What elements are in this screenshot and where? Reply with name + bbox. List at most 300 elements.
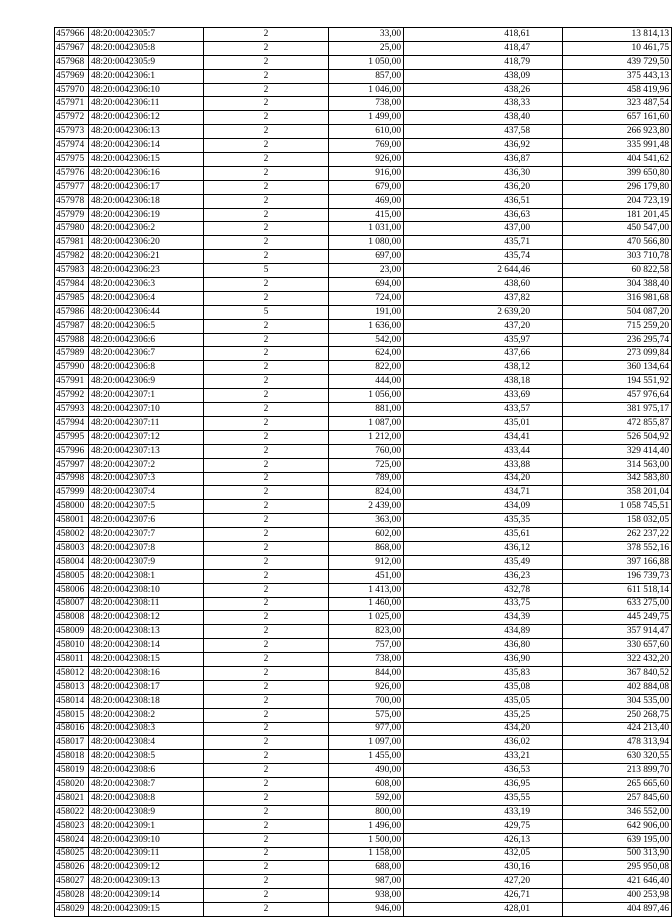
area-cell: 542,00 [329,333,404,347]
row-number-cell: 457987 [55,319,89,333]
area-cell: 624,00 [329,347,404,361]
row-number-cell: 457966 [55,28,89,42]
area-cell: 844,00 [329,666,404,680]
row-number-cell: 458021 [55,791,89,805]
specific-value-cell: 435,61 [404,528,563,542]
table-row [55,347,672,361]
cadastral-number-cell: 48:20:0042309:1 [89,819,204,833]
specific-value-cell: 435,01 [404,416,563,430]
area-cell: 824,00 [329,486,404,500]
table-row [55,319,672,333]
cadastral-number-cell: 48:20:0042307:10 [89,403,204,417]
specific-value-cell: 432,05 [404,847,563,861]
table-row [55,97,672,111]
cadastral-value-cell: 421 646,40 [563,875,672,889]
cadastral-number-cell: 48:20:0042308:15 [89,653,204,667]
specific-value-cell: 437,00 [404,222,563,236]
cadastral-number-cell: 48:20:0042307:8 [89,541,204,555]
cadastral-value-cell: 295 950,08 [563,861,672,875]
row-number-cell: 458011 [55,653,89,667]
table-row [55,597,672,611]
group-cell: 2 [204,555,329,569]
group-cell: 2 [204,611,329,625]
area-cell: 688,00 [329,861,404,875]
area-cell: 694,00 [329,278,404,292]
group-cell: 2 [204,541,329,555]
cadastral-value-cell: 399 650,80 [563,166,672,180]
table-row [55,625,672,639]
specific-value-cell: 435,25 [404,708,563,722]
cadastral-number-cell: 48:20:0042306:3 [89,278,204,292]
area-cell: 33,00 [329,28,404,42]
group-cell: 2 [204,250,329,264]
cadastral-number-cell: 48:20:0042308:13 [89,625,204,639]
group-cell: 2 [204,319,329,333]
row-number-cell: 458003 [55,541,89,555]
group-cell: 2 [204,97,329,111]
specific-value-cell: 430,16 [404,861,563,875]
row-number-cell: 458027 [55,875,89,889]
cadastral-number-cell: 48:20:0042308:5 [89,750,204,764]
cadastral-number-cell: 48:20:0042308:2 [89,708,204,722]
row-number-cell: 457975 [55,153,89,167]
group-cell: 2 [204,389,329,403]
area-cell: 1 455,00 [329,750,404,764]
area-cell: 926,00 [329,153,404,167]
cadastral-number-cell: 48:20:0042308:3 [89,722,204,736]
specific-value-cell: 436,20 [404,180,563,194]
area-cell: 724,00 [329,291,404,305]
area-cell: 1 636,00 [329,319,404,333]
cadastral-number-cell: 48:20:0042307:5 [89,500,204,514]
cadastral-number-cell: 48:20:0042306:23 [89,264,204,278]
specific-value-cell: 438,33 [404,97,563,111]
row-number-cell: 458018 [55,750,89,764]
table-row [55,750,672,764]
table-row [55,764,672,778]
table-row [55,333,672,347]
cadastral-value-cell: 404 541,62 [563,153,672,167]
group-cell: 2 [204,55,329,69]
specific-value-cell: 435,49 [404,555,563,569]
row-number-cell: 457968 [55,55,89,69]
table-row [55,722,672,736]
area-cell: 1 460,00 [329,597,404,611]
specific-value-cell: 434,39 [404,611,563,625]
table-row [55,639,672,653]
group-cell: 2 [204,278,329,292]
row-number-cell: 458001 [55,514,89,528]
specific-value-cell: 436,30 [404,166,563,180]
row-number-cell: 458029 [55,903,89,917]
cadastral-number-cell: 48:20:0042306:21 [89,250,204,264]
cadastral-value-cell: 296 179,80 [563,180,672,194]
specific-value-cell: 438,26 [404,83,563,97]
row-number-cell: 457992 [55,389,89,403]
table-row [55,153,672,167]
area-cell: 738,00 [329,97,404,111]
table-row [55,139,672,153]
cadastral-value-cell: 304 535,00 [563,694,672,708]
table-row [55,208,672,222]
row-number-cell: 457984 [55,278,89,292]
cadastral-value-cell: 397 166,88 [563,555,672,569]
cadastral-number-cell: 48:20:0042309:13 [89,875,204,889]
cadastral-value-cell: 304 388,40 [563,278,672,292]
area-cell: 191,00 [329,305,404,319]
specific-value-cell: 436,51 [404,194,563,208]
table-row [55,430,672,444]
cadastral-value-cell: 611 518,14 [563,583,672,597]
cadastral-number-cell: 48:20:0042308:9 [89,805,204,819]
group-cell: 2 [204,694,329,708]
group-cell: 2 [204,361,329,375]
group-cell: 2 [204,139,329,153]
row-number-cell: 458014 [55,694,89,708]
area-cell: 1 050,00 [329,55,404,69]
area-cell: 1 499,00 [329,111,404,125]
cadastral-number-cell: 48:20:0042307:3 [89,472,204,486]
cadastral-value-cell: 330 657,60 [563,639,672,653]
specific-value-cell: 433,88 [404,458,563,472]
group-cell: 2 [204,847,329,861]
table-row [55,875,672,889]
cadastral-number-cell: 48:20:0042307:6 [89,514,204,528]
cadastral-value-cell: 342 583,80 [563,472,672,486]
specific-value-cell: 437,20 [404,319,563,333]
area-cell: 1 025,00 [329,611,404,625]
group-cell: 2 [204,750,329,764]
specific-value-cell: 427,20 [404,875,563,889]
cadastral-number-cell: 48:20:0042307:7 [89,528,204,542]
cadastral-value-cell: 357 914,47 [563,625,672,639]
specific-value-cell: 434,20 [404,722,563,736]
cadastral-value-cell: 314 563,00 [563,458,672,472]
table-row [55,403,672,417]
row-number-cell: 457986 [55,305,89,319]
area-cell: 23,00 [329,264,404,278]
group-cell: 2 [204,222,329,236]
cadastral-number-cell: 48:20:0042308:17 [89,680,204,694]
table-row [55,111,672,125]
table-row [55,541,672,555]
row-number-cell: 458000 [55,500,89,514]
cadastral-number-cell: 48:20:0042308:10 [89,583,204,597]
row-number-cell: 457991 [55,375,89,389]
cadastral-number-cell: 48:20:0042306:7 [89,347,204,361]
table-row [55,666,672,680]
group-cell: 2 [204,736,329,750]
cadastral-value-cell: 60 822,58 [563,264,672,278]
cadastral-value-cell: 329 414,40 [563,444,672,458]
group-cell: 2 [204,125,329,139]
cadastral-value-cell: 360 134,64 [563,361,672,375]
cadastral-value-cell: 404 897,46 [563,903,672,917]
group-cell: 5 [204,264,329,278]
group-cell: 2 [204,597,329,611]
cadastral-value-table [54,27,672,917]
group-cell: 2 [204,28,329,42]
row-number-cell: 457972 [55,111,89,125]
group-cell: 2 [204,458,329,472]
table-row [55,264,672,278]
specific-value-cell: 435,55 [404,791,563,805]
row-number-cell: 457983 [55,264,89,278]
row-number-cell: 457969 [55,69,89,83]
area-cell: 1 031,00 [329,222,404,236]
specific-value-cell: 418,47 [404,41,563,55]
specific-value-cell: 434,89 [404,625,563,639]
group-cell: 2 [204,83,329,97]
cadastral-value-cell: 400 253,98 [563,889,672,903]
group-cell: 2 [204,819,329,833]
table-row [55,250,672,264]
cadastral-number-cell: 48:20:0042307:4 [89,486,204,500]
group-cell: 2 [204,639,329,653]
cadastral-value-cell: 13 814,13 [563,28,672,42]
group-cell: 2 [204,875,329,889]
table-row [55,166,672,180]
group-cell: 2 [204,347,329,361]
specific-value-cell: 434,20 [404,472,563,486]
group-cell: 2 [204,889,329,903]
table-row [55,444,672,458]
group-cell: 2 [204,333,329,347]
group-cell: 2 [204,236,329,250]
cadastral-number-cell: 48:20:0042305:9 [89,55,204,69]
cadastral-number-cell: 48:20:0042308:12 [89,611,204,625]
specific-value-cell: 2 644,46 [404,264,563,278]
specific-value-cell: 437,66 [404,347,563,361]
row-number-cell: 457999 [55,486,89,500]
row-number-cell: 457977 [55,180,89,194]
cadastral-value-cell: 303 710,78 [563,250,672,264]
specific-value-cell: 428,01 [404,903,563,917]
row-number-cell: 458009 [55,625,89,639]
row-number-cell: 458002 [55,528,89,542]
row-number-cell: 458017 [55,736,89,750]
group-cell: 5 [204,305,329,319]
cadastral-number-cell: 48:20:0042306:2 [89,222,204,236]
table-row [55,305,672,319]
table-row [55,375,672,389]
cadastral-number-cell: 48:20:0042306:17 [89,180,204,194]
specific-value-cell: 426,71 [404,889,563,903]
area-cell: 1 097,00 [329,736,404,750]
row-number-cell: 458024 [55,833,89,847]
cadastral-value-cell: 346 552,00 [563,805,672,819]
specific-value-cell: 434,71 [404,486,563,500]
row-number-cell: 458013 [55,680,89,694]
area-cell: 926,00 [329,680,404,694]
area-cell: 938,00 [329,889,404,903]
area-cell: 822,00 [329,361,404,375]
row-number-cell: 457973 [55,125,89,139]
area-cell: 1 500,00 [329,833,404,847]
group-cell: 2 [204,194,329,208]
row-number-cell: 458006 [55,583,89,597]
cadastral-number-cell: 48:20:0042305:7 [89,28,204,42]
specific-value-cell: 436,80 [404,639,563,653]
area-cell: 1 056,00 [329,389,404,403]
row-number-cell: 458026 [55,861,89,875]
specific-value-cell: 2 639,20 [404,305,563,319]
specific-value-cell: 438,18 [404,375,563,389]
table-row [55,180,672,194]
specific-value-cell: 435,74 [404,250,563,264]
group-cell: 2 [204,444,329,458]
row-number-cell: 457990 [55,361,89,375]
cadastral-number-cell: 48:20:0042306:4 [89,291,204,305]
table-row [55,236,672,250]
area-cell: 1 158,00 [329,847,404,861]
specific-value-cell: 438,09 [404,69,563,83]
area-cell: 738,00 [329,653,404,667]
specific-value-cell: 435,05 [404,694,563,708]
group-cell: 2 [204,403,329,417]
area-cell: 769,00 [329,139,404,153]
cadastral-value-cell: 470 566,80 [563,236,672,250]
area-cell: 725,00 [329,458,404,472]
group-cell: 2 [204,861,329,875]
cadastral-number-cell: 48:20:0042306:11 [89,97,204,111]
cadastral-value-cell: 196 739,73 [563,569,672,583]
specific-value-cell: 435,08 [404,680,563,694]
row-number-cell: 457994 [55,416,89,430]
cadastral-number-cell: 48:20:0042306:13 [89,125,204,139]
specific-value-cell: 418,79 [404,55,563,69]
cadastral-value-cell: 265 665,60 [563,778,672,792]
group-cell: 2 [204,472,329,486]
area-cell: 469,00 [329,194,404,208]
specific-value-cell: 437,58 [404,125,563,139]
area-cell: 757,00 [329,639,404,653]
cadastral-value-cell: 194 551,92 [563,375,672,389]
cadastral-value-cell: 335 991,48 [563,139,672,153]
specific-value-cell: 433,75 [404,597,563,611]
cadastral-value-cell: 375 443,13 [563,69,672,83]
cadastral-number-cell: 48:20:0042307:13 [89,444,204,458]
row-number-cell: 458007 [55,597,89,611]
area-cell: 946,00 [329,903,404,917]
area-cell: 1 046,00 [329,83,404,97]
table-row [55,28,672,42]
row-number-cell: 457998 [55,472,89,486]
specific-value-cell: 434,09 [404,500,563,514]
group-cell: 2 [204,528,329,542]
cadastral-value-cell: 424 213,40 [563,722,672,736]
table-row [55,389,672,403]
cadastral-value-cell: 316 981,68 [563,291,672,305]
table-row [55,458,672,472]
group-cell: 2 [204,666,329,680]
specific-value-cell: 435,83 [404,666,563,680]
cadastral-value-cell: 322 432,20 [563,653,672,667]
group-cell: 2 [204,41,329,55]
group-cell: 2 [204,375,329,389]
group-cell: 2 [204,208,329,222]
table-body [55,28,672,917]
cadastral-number-cell: 48:20:0042308:6 [89,764,204,778]
area-cell: 881,00 [329,403,404,417]
cadastral-number-cell: 48:20:0042308:8 [89,791,204,805]
specific-value-cell: 433,21 [404,750,563,764]
table-row [55,847,672,861]
row-number-cell: 457976 [55,166,89,180]
cadastral-number-cell: 48:20:0042308:11 [89,597,204,611]
cadastral-value-cell: 445 249,75 [563,611,672,625]
cadastral-value-cell: 439 729,50 [563,55,672,69]
table-row [55,778,672,792]
specific-value-cell: 436,95 [404,778,563,792]
area-cell: 857,00 [329,69,404,83]
row-number-cell: 457970 [55,83,89,97]
group-cell: 2 [204,791,329,805]
table-row [55,486,672,500]
row-number-cell: 458005 [55,569,89,583]
area-cell: 823,00 [329,625,404,639]
specific-value-cell: 426,13 [404,833,563,847]
area-cell: 490,00 [329,764,404,778]
specific-value-cell: 437,82 [404,291,563,305]
row-number-cell: 457985 [55,291,89,305]
cadastral-value-cell: 266 923,80 [563,125,672,139]
row-number-cell: 457971 [55,97,89,111]
cadastral-number-cell: 48:20:0042306:18 [89,194,204,208]
area-cell: 575,00 [329,708,404,722]
row-number-cell: 458015 [55,708,89,722]
table-row [55,694,672,708]
cadastral-number-cell: 48:20:0042306:1 [89,69,204,83]
table-row [55,805,672,819]
group-cell: 2 [204,416,329,430]
group-cell: 2 [204,166,329,180]
area-cell: 679,00 [329,180,404,194]
group-cell: 2 [204,583,329,597]
cadastral-value-cell: 472 855,87 [563,416,672,430]
cadastral-number-cell: 48:20:0042306:9 [89,375,204,389]
area-cell: 868,00 [329,541,404,555]
specific-value-cell: 436,90 [404,653,563,667]
cadastral-number-cell: 48:20:0042308:18 [89,694,204,708]
area-cell: 697,00 [329,250,404,264]
specific-value-cell: 435,71 [404,236,563,250]
cadastral-number-cell: 48:20:0042307:12 [89,430,204,444]
table-row [55,569,672,583]
table-row [55,472,672,486]
area-cell: 444,00 [329,375,404,389]
cadastral-number-cell: 48:20:0042306:20 [89,236,204,250]
cadastral-value-cell: 367 840,52 [563,666,672,680]
cadastral-number-cell: 48:20:0042306:19 [89,208,204,222]
cadastral-number-cell: 48:20:0042309:10 [89,833,204,847]
specific-value-cell: 436,87 [404,153,563,167]
specific-value-cell: 436,02 [404,736,563,750]
area-cell: 592,00 [329,791,404,805]
row-number-cell: 458020 [55,778,89,792]
cadastral-value-cell: 204 723,19 [563,194,672,208]
cadastral-value-cell: 478 313,94 [563,736,672,750]
cadastral-value-cell: 158 032,05 [563,514,672,528]
area-cell: 987,00 [329,875,404,889]
group-cell: 2 [204,778,329,792]
row-number-cell: 457974 [55,139,89,153]
area-cell: 916,00 [329,166,404,180]
table-row [55,69,672,83]
row-number-cell: 457980 [55,222,89,236]
cadastral-number-cell: 48:20:0042306:6 [89,333,204,347]
cadastral-value-cell: 181 201,45 [563,208,672,222]
